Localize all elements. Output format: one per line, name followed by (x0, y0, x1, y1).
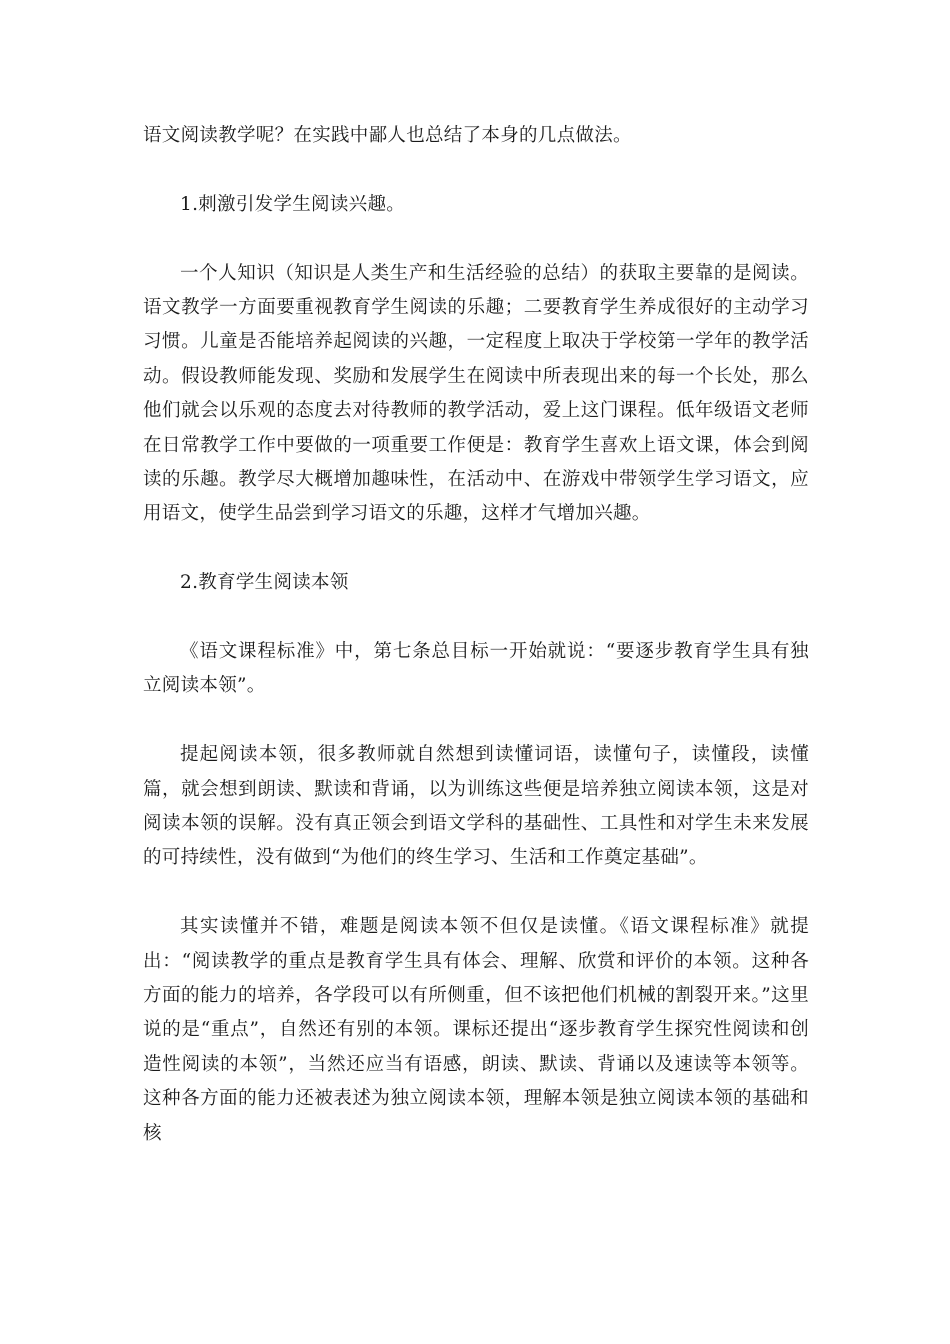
document-body (143, 119, 809, 1185)
paragraph-curriculum-standard: 《语文课程标准》中，第七条总目标一开始就说：“要逐步教育学生具有独立阅读本领”。 (143, 641, 809, 697)
section-heading-2: 2.教育学生阅读本领 (180, 572, 349, 594)
section-heading-1: 1.刺激引发学生阅读兴趣。 (180, 193, 406, 215)
paragraph-reading-interest: 一个人知识（知识是人类生产和生活经验的总结）的获取主要靠的是阅读。语文教学一方面要重视教育学生阅读的乐趣；二要教育学生养成很好的主动学习习惯。儿童是否能培养起阅读的兴趣，一定程度上取决于学校第一学年的教学活动。假设教师能发现、奖励和发展学生在阅读中所表现出来的每一个长处，那么他们就会以乐观的态度去对待教师的教学活动，爱上这门课程。低年级语文老师在日常教学工作中要做的一项重要工作便是：教育学生喜欢上语文课，体会到阅读的乐趣。教学尽大概增加趣味性，在活动中、在游戏中带领学生学习语文，应用语文，使学生品尝到学习语文的乐趣，这样才气增加兴趣。 (143, 262, 809, 525)
paragraph-reading-ability-scope: 其实读懂并不错，难题是阅读本领不但仅是读懂。《语文课程标准》就提出：“阅读教学的重点是教育学生具有体会、理解、欣赏和评价的本领。这种各方面的能力的培养，各学段可以有所侧重，但不该把他们机械的割裂开来。”这里说的是“重点”，自然还有别的本领。课标还提出“逐步教育学生探究性阅读和创造性阅读的本领”，当然还应当有语感，朗读、默读、背诵以及速读等本领等。这种各方面的能力还被表述为独立阅读本领，理解本领是独立阅读本领的基础和核 (143, 916, 809, 1144)
paragraph-reading-ability-misunderstanding: 提起阅读本领，很多教师就自然想到读懂词语，读懂句子，读懂段，读懂篇，就会想到朗读、默读和背诵，以为训练这些便是培养独立阅读本领，这是对阅读本领的误解。没有真正领会到语文学科的基础性、工具性和对学生未来发展的可持续性，没有做到“为他们的终生学习、生活和工作奠定基础”。 (143, 744, 809, 869)
paragraph-intro-continuation: 语文阅读教学呢？在实践中鄙人也总结了本身的几点做法。 (143, 125, 632, 146)
